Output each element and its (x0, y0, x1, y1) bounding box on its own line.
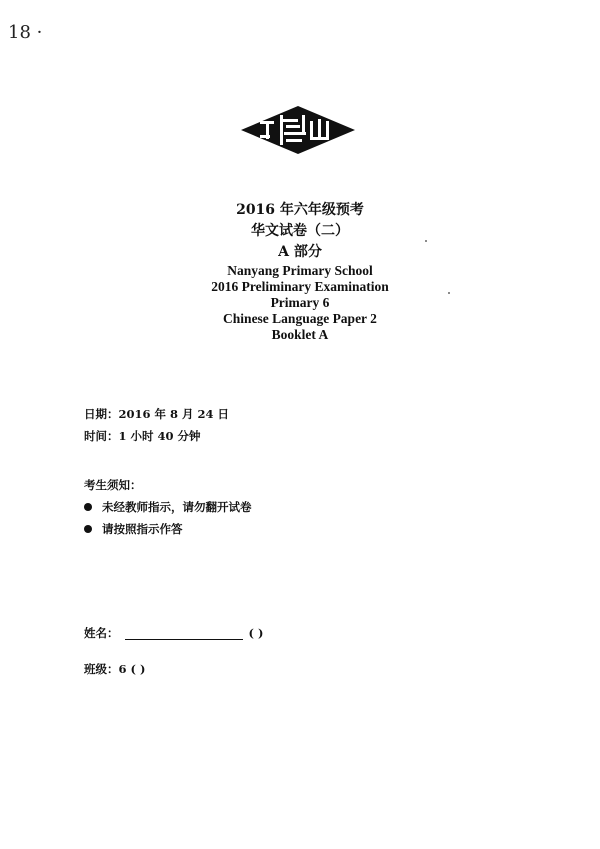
exam-info (84, 403, 229, 447)
register-number-brackets[interactable]: ( ) (248, 626, 264, 640)
exam-date: 日期：2016 年 8 月 24 日 (84, 407, 230, 421)
scan-speck (448, 292, 450, 294)
name-field-row (84, 622, 263, 644)
school-logo (240, 105, 356, 155)
exam-paper: Chinese Language Paper 2 (223, 311, 377, 326)
instruction-text: 未经教师指示，请勿翻开试卷 (102, 500, 252, 514)
bullet-icon (84, 525, 92, 533)
exam-title-cn-paper: 华文试卷（二） (251, 223, 349, 239)
exam-duration: 时间：1 小时 40 分钟 (84, 429, 201, 443)
instruction-item (84, 496, 252, 518)
instruction-item (84, 518, 252, 540)
scan-speck (425, 240, 427, 242)
exam-title-cn-year: 2016 年六年级预考 (236, 202, 364, 218)
name-label: 姓名： (84, 626, 119, 640)
instruction-text: 请按照指示作答 (102, 522, 183, 536)
school-name: Nanyang Primary School (227, 263, 373, 278)
exam-name: 2016 Preliminary Examination (211, 279, 389, 294)
exam-title-block (0, 200, 600, 343)
bullet-icon (84, 503, 92, 511)
name-blank-line[interactable] (125, 627, 243, 640)
page-number: 18 · (8, 22, 43, 43)
exam-booklet: Booklet A (271, 327, 329, 342)
exam-title-cn-section: A 部分 (278, 244, 322, 260)
exam-level: Primary 6 (270, 295, 330, 310)
candidate-instructions (84, 474, 252, 540)
instructions-heading: 考生须知： (84, 478, 142, 492)
class-field[interactable]: 班级：6 ( ) (84, 662, 146, 676)
